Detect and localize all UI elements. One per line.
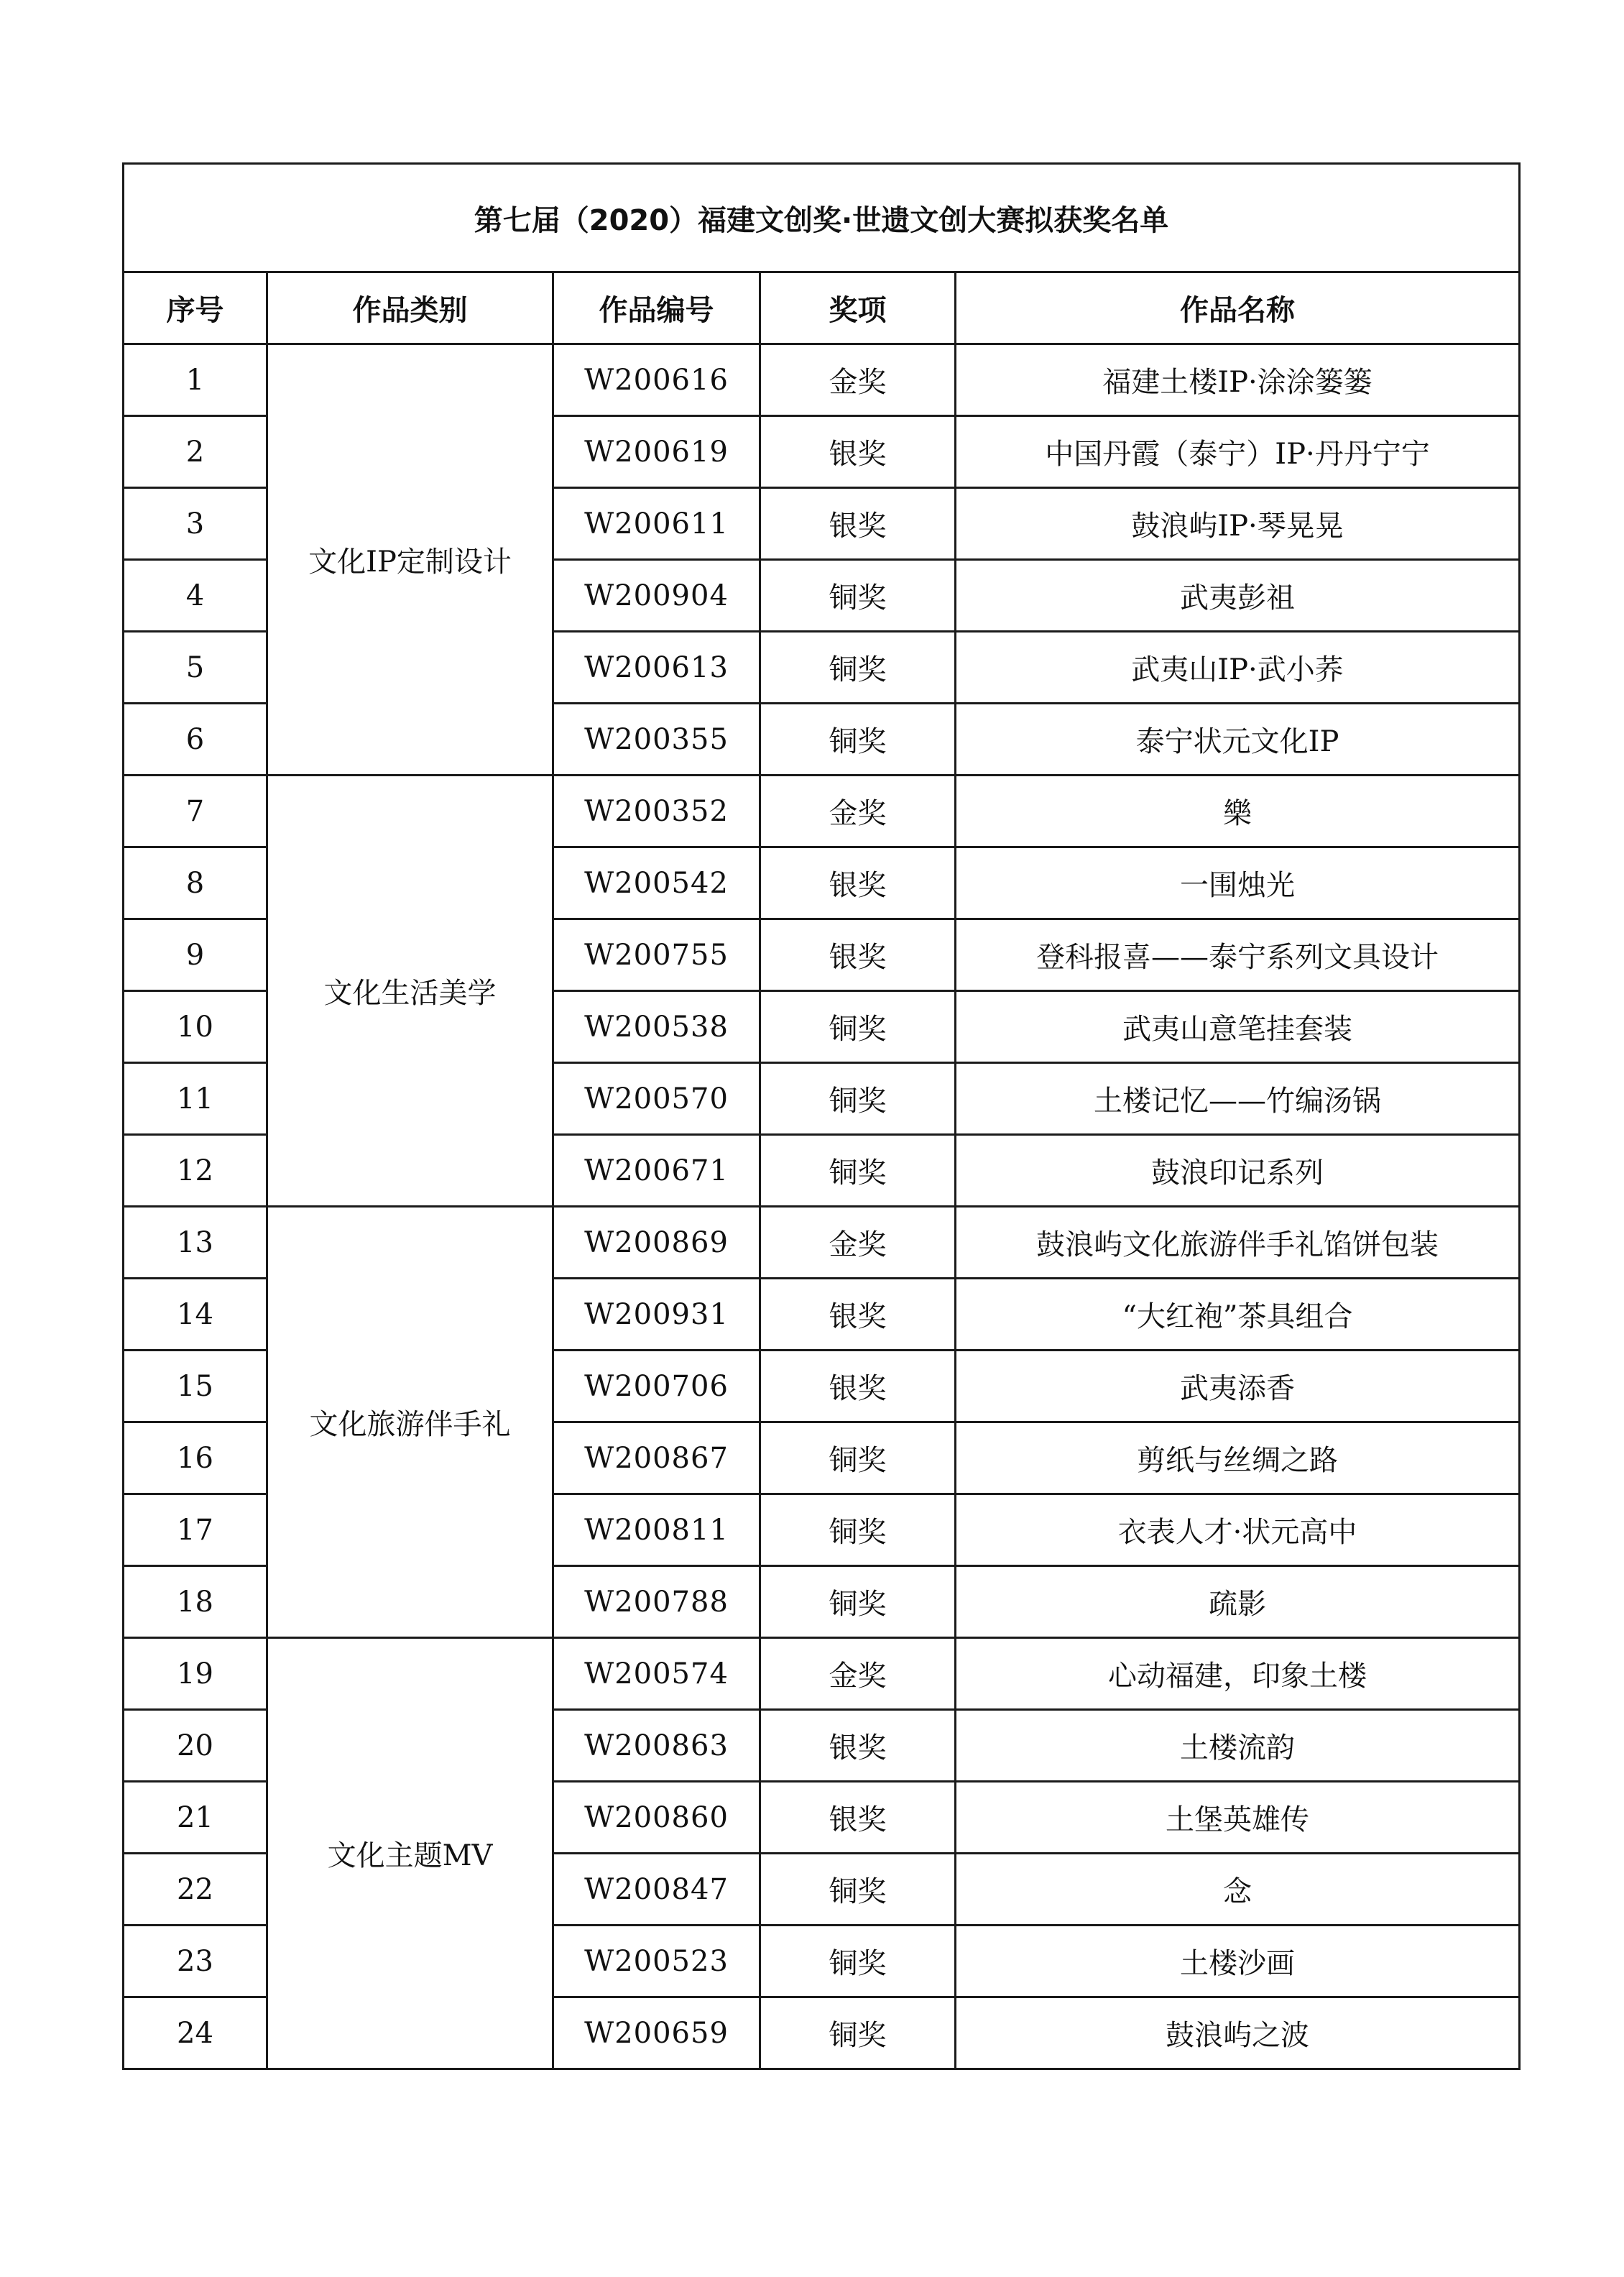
title-row [124,164,1520,272]
row-index: 3 [124,488,267,560]
award-level: 铜奖 [760,1854,956,1926]
work-name: 武夷添香 [956,1351,1520,1422]
row-index: 9 [124,919,267,991]
header-award: 奖项 [760,272,956,344]
header-name: 作品名称 [956,272,1520,344]
award-level: 铜奖 [760,1997,956,2069]
work-name: 一围烛光 [956,847,1520,919]
row-index: 13 [124,1207,267,1279]
award-level: 银奖 [760,1351,956,1422]
award-level: 铜奖 [760,560,956,632]
category-cell: 文化IP定制设计 [267,344,553,776]
row-index: 17 [124,1494,267,1566]
work-code: W200931 [553,1279,760,1351]
work-name: 土楼流韵 [956,1710,1520,1782]
work-code: W200619 [553,416,760,488]
work-name: 剪纸与丝绸之路 [956,1422,1520,1494]
work-name: 鼓浪屿之波 [956,1997,1520,2069]
row-index: 20 [124,1710,267,1782]
category-cell: 文化生活美学 [267,776,553,1207]
award-level: 铜奖 [760,1135,956,1207]
award-level: 铜奖 [760,1494,956,1566]
work-name: 心动福建，印象土楼 [956,1638,1520,1710]
category-cell: 文化旅游伴手礼 [267,1207,553,1638]
work-name: 土堡英雄传 [956,1782,1520,1854]
work-code: W200867 [553,1422,760,1494]
row-index: 1 [124,344,267,416]
award-level: 金奖 [760,344,956,416]
row-index: 22 [124,1854,267,1926]
row-index: 5 [124,632,267,704]
row-index: 21 [124,1782,267,1854]
row-index: 23 [124,1926,267,1997]
page-title: 第七届（2020）福建文创奖·世遗文创大赛拟获奖名单 [124,164,1520,272]
work-code: W200523 [553,1926,760,1997]
row-index: 4 [124,560,267,632]
award-level: 银奖 [760,1279,956,1351]
award-level: 银奖 [760,847,956,919]
work-name: 土楼沙画 [956,1926,1520,1997]
award-level: 金奖 [760,1207,956,1279]
work-code: W200570 [553,1063,760,1135]
award-level: 银奖 [760,488,956,560]
row-index: 18 [124,1566,267,1638]
award-level: 铜奖 [760,632,956,704]
row-index: 24 [124,1997,267,2069]
row-index: 15 [124,1351,267,1422]
work-name: 泰宁状元文化IP [956,704,1520,776]
work-name: 疏影 [956,1566,1520,1638]
header-row [124,272,1520,344]
work-code: W200616 [553,344,760,416]
award-level: 银奖 [760,1782,956,1854]
header-index: 序号 [124,272,267,344]
table-row [124,1638,1520,1710]
work-code: W200869 [553,1207,760,1279]
award-level: 铜奖 [760,1566,956,1638]
award-level: 金奖 [760,776,956,847]
work-code: W200811 [553,1494,760,1566]
work-name: 鼓浪屿IP·琴晃晃 [956,488,1520,560]
work-code: W200542 [553,847,760,919]
work-code: W200706 [553,1351,760,1422]
work-name: 登科报喜——泰宁系列文具设计 [956,919,1520,991]
work-name: 鼓浪印记系列 [956,1135,1520,1207]
award-level: 铜奖 [760,991,956,1063]
award-level: 金奖 [760,1638,956,1710]
work-code: W200611 [553,488,760,560]
work-code: W200755 [553,919,760,991]
work-code: W200860 [553,1782,760,1854]
work-name: 武夷山IP·武小荞 [956,632,1520,704]
work-name: 武夷山意笔挂套装 [956,991,1520,1063]
award-level: 银奖 [760,1710,956,1782]
row-index: 7 [124,776,267,847]
work-code: W200659 [553,1997,760,2069]
category-cell: 文化主题MV [267,1638,553,2069]
work-name: 中国丹霞（泰宁）IP·丹丹宁宁 [956,416,1520,488]
award-list-table [122,162,1521,2070]
row-index: 16 [124,1422,267,1494]
row-index: 14 [124,1279,267,1351]
row-index: 8 [124,847,267,919]
header-category: 作品类别 [267,272,553,344]
table-row [124,776,1520,847]
work-code: W200904 [553,560,760,632]
row-index: 12 [124,1135,267,1207]
work-name: 土楼记忆——竹编汤锅 [956,1063,1520,1135]
header-code: 作品编号 [553,272,760,344]
award-table-body [124,164,1520,2069]
work-code: W200613 [553,632,760,704]
work-name: 福建土楼IP·涂涂篓篓 [956,344,1520,416]
work-name: 武夷彭祖 [956,560,1520,632]
award-level: 铜奖 [760,1926,956,1997]
work-name: “大红袍”茶具组合 [956,1279,1520,1351]
award-level: 铜奖 [760,1422,956,1494]
work-code: W200538 [553,991,760,1063]
row-index: 2 [124,416,267,488]
work-code: W200788 [553,1566,760,1638]
work-code: W200847 [553,1854,760,1926]
row-index: 10 [124,991,267,1063]
work-code: W200574 [553,1638,760,1710]
work-name: 衣表人才·状元高中 [956,1494,1520,1566]
work-code: W200355 [553,704,760,776]
row-index: 19 [124,1638,267,1710]
work-name: 樂 [956,776,1520,847]
award-level: 银奖 [760,416,956,488]
work-name: 念 [956,1854,1520,1926]
table-row [124,1207,1520,1279]
row-index: 6 [124,704,267,776]
work-name: 鼓浪屿文化旅游伴手礼馅饼包装 [956,1207,1520,1279]
table-row [124,344,1520,416]
work-code: W200352 [553,776,760,847]
row-index: 11 [124,1063,267,1135]
work-code: W200863 [553,1710,760,1782]
award-level: 铜奖 [760,704,956,776]
award-level: 铜奖 [760,1063,956,1135]
award-level: 银奖 [760,919,956,991]
work-code: W200671 [553,1135,760,1207]
